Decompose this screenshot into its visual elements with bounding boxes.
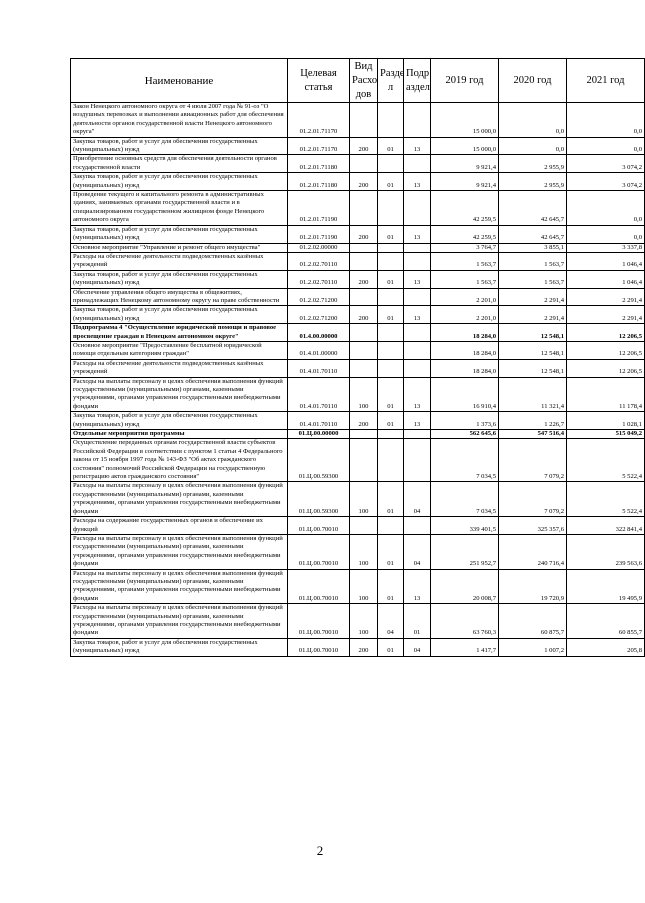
row-name-cell: Расходы на выплаты персоналу в целях обеспечения выполнения функций государственными (муниципальными) органами, казенными учреждениями, органами управления государственными внебюджетными фондами bbox=[71, 569, 288, 604]
table-row bbox=[71, 341, 645, 359]
row-podrazdel-cell bbox=[404, 155, 431, 173]
row-2019-cell: 1 563,7 bbox=[431, 252, 499, 270]
table-body bbox=[71, 103, 645, 657]
row-razdel-cell: 01 bbox=[378, 306, 404, 324]
row-2019-cell: 7 034,5 bbox=[431, 482, 499, 517]
header-2020: 2020 год bbox=[499, 59, 567, 103]
row-target-cell: 01.2.02.70110 bbox=[288, 270, 350, 288]
row-name-cell: Расходы на выплаты персоналу в целях обеспечения выполнения функций государственными (муниципальными) органами, казенными учреждениями, органами управления государственными внебюджетными фондами bbox=[71, 604, 288, 639]
row-podrazdel-cell: 04 bbox=[404, 638, 431, 656]
row-2020-cell: 19 720,9 bbox=[499, 569, 567, 604]
row-2019-cell: 3 764,7 bbox=[431, 243, 499, 252]
row-vid-cell: 200 bbox=[350, 137, 378, 155]
row-razdel-cell: 01 bbox=[378, 270, 404, 288]
row-target-cell: 01.2.01.71190 bbox=[288, 191, 350, 226]
row-name-cell: Приобретение основных средств для обеспечения деятельности органов государственной власти bbox=[71, 155, 288, 173]
row-podrazdel-cell: 13 bbox=[404, 306, 431, 324]
row-razdel-cell: 01 bbox=[378, 173, 404, 191]
row-razdel-cell: 01 bbox=[378, 569, 404, 604]
row-2020-cell: 42 645,7 bbox=[499, 225, 567, 243]
row-name-cell: Расходы на выплаты персоналу в целях обеспечения выполнения функций государственными (муниципальными) органами, казенными учреждениями, органами управления государственными внебюджетными фондами bbox=[71, 534, 288, 569]
row-name-cell: Закон Ненецкого автономного округа от 4 июля 2007 года № 91-оз "О воздушных перевозках и выполнении авиационных работ для обеспечения деятельности органов государственной власти Ненецкого автономного округа" bbox=[71, 103, 288, 138]
row-2021-cell: 0,0 bbox=[567, 103, 645, 138]
row-2021-cell: 0,0 bbox=[567, 137, 645, 155]
row-target-cell: 01.Ц.00.70010 bbox=[288, 569, 350, 604]
row-target-cell: 01.2.01.71190 bbox=[288, 225, 350, 243]
row-vid-cell bbox=[350, 341, 378, 359]
row-vid-cell bbox=[350, 430, 378, 439]
row-2021-cell: 12 206,5 bbox=[567, 359, 645, 377]
row-podrazdel-cell: 13 bbox=[404, 412, 431, 430]
row-razdel-cell: 01 bbox=[378, 412, 404, 430]
row-name-cell: Закупка товаров, работ и услуг для обеспечения государственных (муниципальных) нужд bbox=[71, 225, 288, 243]
row-podrazdel-cell: 13 bbox=[404, 173, 431, 191]
row-vid-cell bbox=[350, 103, 378, 138]
row-target-cell: 01.Ц.00.70010 bbox=[288, 534, 350, 569]
row-vid-cell bbox=[350, 155, 378, 173]
row-vid-cell: 100 bbox=[350, 377, 378, 412]
row-name-cell: Расходы на выплаты персоналу в целях обеспечения выполнения функций государственными (муниципальными) органами, казенными учреждениями, органами управления государственными внебюджетными фондами bbox=[71, 482, 288, 517]
row-razdel-cell bbox=[378, 324, 404, 342]
row-name-cell: Закупка товаров, работ и услуг для обеспечения государственных (муниципальных) нужд bbox=[71, 412, 288, 430]
row-podrazdel-cell bbox=[404, 288, 431, 306]
row-2019-cell: 9 921,4 bbox=[431, 155, 499, 173]
row-target-cell: 01.Ц.00.59300 bbox=[288, 482, 350, 517]
table-row bbox=[71, 604, 645, 639]
row-vid-cell: 100 bbox=[350, 482, 378, 517]
row-target-cell: 01.Ц.00.70010 bbox=[288, 638, 350, 656]
row-razdel-cell: 01 bbox=[378, 638, 404, 656]
row-2020-cell: 12 548,1 bbox=[499, 341, 567, 359]
row-2021-cell: 0,0 bbox=[567, 225, 645, 243]
row-2019-cell: 18 284,0 bbox=[431, 359, 499, 377]
row-podrazdel-cell: 13 bbox=[404, 569, 431, 604]
table-row bbox=[71, 359, 645, 377]
row-2019-cell: 42 259,5 bbox=[431, 225, 499, 243]
row-2020-cell: 3 855,1 bbox=[499, 243, 567, 252]
table-row bbox=[71, 225, 645, 243]
table-row bbox=[71, 243, 645, 252]
row-podrazdel-cell: 13 bbox=[404, 137, 431, 155]
row-vid-cell bbox=[350, 439, 378, 482]
row-vid-cell bbox=[350, 191, 378, 226]
row-2020-cell: 2 291,4 bbox=[499, 288, 567, 306]
row-razdel-cell bbox=[378, 359, 404, 377]
row-razdel-cell bbox=[378, 191, 404, 226]
row-2020-cell: 2 955,9 bbox=[499, 155, 567, 173]
row-razdel-cell bbox=[378, 439, 404, 482]
table-row bbox=[71, 252, 645, 270]
row-target-cell: 01.Ц.00.00000 bbox=[288, 430, 350, 439]
row-target-cell: 01.4.01.70110 bbox=[288, 359, 350, 377]
row-vid-cell: 200 bbox=[350, 412, 378, 430]
table-row bbox=[71, 103, 645, 138]
table-row bbox=[71, 517, 645, 535]
table-row bbox=[71, 270, 645, 288]
row-2019-cell: 18 284,0 bbox=[431, 324, 499, 342]
table-row bbox=[71, 430, 645, 439]
row-podrazdel-cell bbox=[404, 243, 431, 252]
row-podrazdel-cell: 13 bbox=[404, 225, 431, 243]
row-razdel-cell bbox=[378, 252, 404, 270]
row-2021-cell: 19 495,9 bbox=[567, 569, 645, 604]
header-2021: 2021 год bbox=[567, 59, 645, 103]
row-target-cell: 01.2.02.70110 bbox=[288, 252, 350, 270]
page-number: 2 bbox=[316, 843, 324, 858]
table-row bbox=[71, 324, 645, 342]
header-podrazdel: Подр аздел bbox=[404, 59, 431, 103]
row-vid-cell: 200 bbox=[350, 173, 378, 191]
row-target-cell: 01.Ц.00.59300 bbox=[288, 439, 350, 482]
row-name-cell: Подпрограмма 4 "Осуществление юридической помощи и правовое просвещение граждан в Ненецком автономном округе" bbox=[71, 324, 288, 342]
budget-table bbox=[70, 58, 645, 657]
row-2019-cell: 339 401,5 bbox=[431, 517, 499, 535]
header-name: Наименование bbox=[71, 59, 288, 103]
row-vid-cell: 100 bbox=[350, 534, 378, 569]
row-target-cell: 01.2.01.71170 bbox=[288, 103, 350, 138]
row-2021-cell: 3 074,2 bbox=[567, 173, 645, 191]
row-2019-cell: 16 910,4 bbox=[431, 377, 499, 412]
table-row bbox=[71, 412, 645, 430]
row-2020-cell: 1 563,7 bbox=[499, 270, 567, 288]
row-2021-cell: 2 291,4 bbox=[567, 306, 645, 324]
row-vid-cell bbox=[350, 252, 378, 270]
row-2020-cell: 12 548,1 bbox=[499, 359, 567, 377]
table-row bbox=[71, 439, 645, 482]
row-2021-cell: 60 855,7 bbox=[567, 604, 645, 639]
row-vid-cell: 200 bbox=[350, 270, 378, 288]
row-2020-cell: 42 645,7 bbox=[499, 191, 567, 226]
row-2019-cell: 15 000,0 bbox=[431, 103, 499, 138]
row-target-cell: 01.2.01.71180 bbox=[288, 155, 350, 173]
table-row bbox=[71, 306, 645, 324]
row-2020-cell: 1 007,2 bbox=[499, 638, 567, 656]
row-vid-cell: 200 bbox=[350, 306, 378, 324]
row-2020-cell: 547 516,4 bbox=[499, 430, 567, 439]
row-2021-cell: 205,8 bbox=[567, 638, 645, 656]
header-razdel: Разде л bbox=[378, 59, 404, 103]
row-podrazdel-cell: 13 bbox=[404, 270, 431, 288]
row-2020-cell: 0,0 bbox=[499, 137, 567, 155]
row-2019-cell: 1 417,7 bbox=[431, 638, 499, 656]
row-name-cell: Закупка товаров, работ и услуг для обеспечения государственных (муниципальных) нужд bbox=[71, 173, 288, 191]
row-vid-cell bbox=[350, 324, 378, 342]
row-2019-cell: 2 201,0 bbox=[431, 288, 499, 306]
row-razdel-cell bbox=[378, 430, 404, 439]
row-razdel-cell: 01 bbox=[378, 377, 404, 412]
table-header-row bbox=[71, 59, 645, 103]
table-row bbox=[71, 137, 645, 155]
row-2021-cell: 322 841,4 bbox=[567, 517, 645, 535]
row-vid-cell bbox=[350, 243, 378, 252]
row-podrazdel-cell bbox=[404, 324, 431, 342]
row-target-cell: 01.2.02.00000 bbox=[288, 243, 350, 252]
row-2021-cell: 3 074,2 bbox=[567, 155, 645, 173]
row-2020-cell: 12 548,1 bbox=[499, 324, 567, 342]
table-row bbox=[71, 569, 645, 604]
row-target-cell: 01.Ц.00.70010 bbox=[288, 604, 350, 639]
row-podrazdel-cell bbox=[404, 439, 431, 482]
row-target-cell: 01.2.01.71180 bbox=[288, 173, 350, 191]
row-podrazdel-cell bbox=[404, 517, 431, 535]
row-vid-cell: 100 bbox=[350, 569, 378, 604]
row-2021-cell: 5 522,4 bbox=[567, 482, 645, 517]
row-name-cell: Закупка товаров, работ и услуг для обеспечения государственных (муниципальных) нужд bbox=[71, 270, 288, 288]
row-podrazdel-cell bbox=[404, 430, 431, 439]
row-2019-cell: 9 921,4 bbox=[431, 173, 499, 191]
row-2021-cell: 1 046,4 bbox=[567, 252, 645, 270]
header-vid: Вид Расхо дов bbox=[350, 59, 378, 103]
row-2020-cell: 11 321,4 bbox=[499, 377, 567, 412]
row-2020-cell: 7 079,2 bbox=[499, 439, 567, 482]
row-razdel-cell: 01 bbox=[378, 137, 404, 155]
row-podrazdel-cell: 04 bbox=[404, 534, 431, 569]
row-podrazdel-cell: 04 bbox=[404, 482, 431, 517]
row-name-cell: Основное мероприятие "Управление и ремонт общего имущества" bbox=[71, 243, 288, 252]
table-row bbox=[71, 173, 645, 191]
row-name-cell: Обеспечение управления общего имущества в общежитиях, принадлежащих Ненецкому автономному округу на праве собственности bbox=[71, 288, 288, 306]
row-2019-cell: 42 259,5 bbox=[431, 191, 499, 226]
row-podrazdel-cell bbox=[404, 341, 431, 359]
row-2019-cell: 20 008,7 bbox=[431, 569, 499, 604]
row-target-cell: 01.Ц.00.70010 bbox=[288, 517, 350, 535]
row-name-cell: Осуществление переданных органам государственной власти субъектов Российской Федерации в соответствии с пунктом 1 статьи 4 Федерального закона от 15 ноября 1997 года № 143-ФЗ "Об актах гражданского состояния" полномочий Российской Федерации на государственную регистрацию актов гражданского состояния" bbox=[71, 439, 288, 482]
row-vid-cell bbox=[350, 359, 378, 377]
table-row bbox=[71, 638, 645, 656]
row-target-cell: 01.4.00.00000 bbox=[288, 324, 350, 342]
row-name-cell: Отдельные мероприятия программы bbox=[71, 430, 288, 439]
row-2020-cell: 1 226,7 bbox=[499, 412, 567, 430]
row-razdel-cell bbox=[378, 243, 404, 252]
row-2021-cell: 12 206,5 bbox=[567, 341, 645, 359]
row-2020-cell: 2 955,9 bbox=[499, 173, 567, 191]
row-vid-cell bbox=[350, 517, 378, 535]
row-target-cell: 01.4.01.00000 bbox=[288, 341, 350, 359]
row-target-cell: 01.4.01.70110 bbox=[288, 377, 350, 412]
row-name-cell: Расходы на выплаты персоналу в целях обеспечения выполнения функций государственными (муниципальными) органами, казенными учреждениями, органами управления государственными внебюджетными фондами bbox=[71, 377, 288, 412]
row-2020-cell: 2 291,4 bbox=[499, 306, 567, 324]
table-row bbox=[71, 155, 645, 173]
table-row bbox=[71, 482, 645, 517]
header-target: Целевая статья bbox=[288, 59, 350, 103]
row-razdel-cell bbox=[378, 155, 404, 173]
row-podrazdel-cell bbox=[404, 191, 431, 226]
row-2020-cell: 1 563,7 bbox=[499, 252, 567, 270]
row-razdel-cell bbox=[378, 103, 404, 138]
row-2019-cell: 1 373,6 bbox=[431, 412, 499, 430]
row-2021-cell: 1 028,1 bbox=[567, 412, 645, 430]
row-2020-cell: 0,0 bbox=[499, 103, 567, 138]
table-row bbox=[71, 191, 645, 226]
row-2021-cell: 1 046,4 bbox=[567, 270, 645, 288]
row-2021-cell: 5 522,4 bbox=[567, 439, 645, 482]
row-2021-cell: 11 178,4 bbox=[567, 377, 645, 412]
row-razdel-cell: 04 bbox=[378, 604, 404, 639]
row-2020-cell: 60 875,7 bbox=[499, 604, 567, 639]
row-podrazdel-cell bbox=[404, 359, 431, 377]
row-name-cell: Закупка товаров, работ и услуг для обеспечения государственных (муниципальных) нужд bbox=[71, 137, 288, 155]
row-razdel-cell: 01 bbox=[378, 482, 404, 517]
row-vid-cell: 200 bbox=[350, 638, 378, 656]
row-2019-cell: 15 000,0 bbox=[431, 137, 499, 155]
row-2020-cell: 325 357,6 bbox=[499, 517, 567, 535]
row-2021-cell: 0,0 bbox=[567, 191, 645, 226]
row-2020-cell: 7 079,2 bbox=[499, 482, 567, 517]
row-2019-cell: 562 645,6 bbox=[431, 430, 499, 439]
row-razdel-cell: 01 bbox=[378, 534, 404, 569]
row-name-cell: Основное мероприятие "Предоставление бесплатной юридической помощи отдельным категориям граждан" bbox=[71, 341, 288, 359]
row-2021-cell: 515 049,2 bbox=[567, 430, 645, 439]
table-row bbox=[71, 534, 645, 569]
row-target-cell: 01.4.01.70110 bbox=[288, 412, 350, 430]
row-name-cell: Закупка товаров, работ и услуг для обеспечения государственных (муниципальных) нужд bbox=[71, 638, 288, 656]
row-razdel-cell bbox=[378, 341, 404, 359]
row-2019-cell: 1 563,7 bbox=[431, 270, 499, 288]
row-razdel-cell bbox=[378, 288, 404, 306]
row-podrazdel-cell bbox=[404, 252, 431, 270]
row-2019-cell: 63 760,3 bbox=[431, 604, 499, 639]
row-2021-cell: 3 337,8 bbox=[567, 243, 645, 252]
row-razdel-cell: 01 bbox=[378, 225, 404, 243]
row-podrazdel-cell bbox=[404, 103, 431, 138]
row-name-cell: Расходы на содержание государственных органов и обеспечение их функций bbox=[71, 517, 288, 535]
row-name-cell: Расходы на обеспечение деятельности подведомственных казённых учреждений bbox=[71, 252, 288, 270]
row-name-cell: Закупка товаров, работ и услуг для обеспечения государственных (муниципальных) нужд bbox=[71, 306, 288, 324]
row-podrazdel-cell: 01 bbox=[404, 604, 431, 639]
header-2019: 2019 год bbox=[431, 59, 499, 103]
row-razdel-cell bbox=[378, 517, 404, 535]
row-2021-cell: 12 206,5 bbox=[567, 324, 645, 342]
row-2020-cell: 240 716,4 bbox=[499, 534, 567, 569]
row-2019-cell: 7 034,5 bbox=[431, 439, 499, 482]
row-2021-cell: 2 291,4 bbox=[567, 288, 645, 306]
row-2019-cell: 18 284,0 bbox=[431, 341, 499, 359]
row-name-cell: Проведение текущего и капитального ремонта в административных зданиях, занимаемых органами государственной власти и в специализированном государственном жилищном фонде Ненецкого автономного округа bbox=[71, 191, 288, 226]
row-2021-cell: 239 563,6 bbox=[567, 534, 645, 569]
row-target-cell: 01.2.01.71170 bbox=[288, 137, 350, 155]
row-target-cell: 01.2.02.71200 bbox=[288, 288, 350, 306]
row-vid-cell: 100 bbox=[350, 604, 378, 639]
table-row bbox=[71, 377, 645, 412]
row-name-cell: Расходы на обеспечение деятельности подведомственных казённых учреждений bbox=[71, 359, 288, 377]
row-2019-cell: 2 201,0 bbox=[431, 306, 499, 324]
row-target-cell: 01.2.02.71200 bbox=[288, 306, 350, 324]
row-vid-cell: 200 bbox=[350, 225, 378, 243]
row-2019-cell: 251 952,7 bbox=[431, 534, 499, 569]
row-vid-cell bbox=[350, 288, 378, 306]
row-podrazdel-cell: 13 bbox=[404, 377, 431, 412]
table-row bbox=[71, 288, 645, 306]
